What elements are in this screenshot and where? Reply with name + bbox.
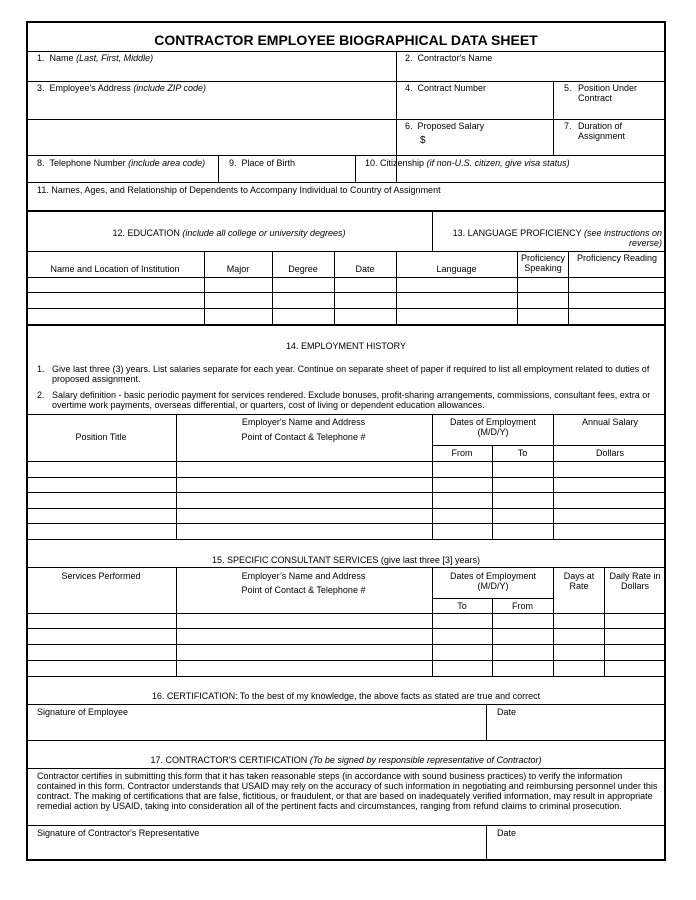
col-days-at-rate: Days at Rate (563, 571, 595, 591)
col-proficiency-reading: Proficiency Reading (576, 253, 658, 263)
note-2-text: Salary definition - basic periodic payment for services rendered. Exclude bonuses, profit-sharing arrangements, commissions, consultant fees, extra or overtime work payments, overseas differential, or quarters, cost of living or dependent education allowances. (52, 390, 651, 410)
table-row (26, 277, 666, 278)
position-field[interactable] (554, 104, 665, 118)
col-major: Major (226, 264, 250, 274)
address-label: 3. Employee's Address (include ZIP code) (37, 83, 207, 93)
table-row (26, 461, 666, 462)
place-of-birth-field[interactable] (219, 168, 354, 181)
form-title: CONTRACTOR EMPLOYEE BIOGRAPHICAL DATA SHEET (154, 32, 538, 48)
col-language: Language (436, 264, 477, 274)
divider (26, 676, 666, 677)
note-2-number: 2. (37, 390, 45, 400)
contractor-name-field[interactable] (397, 64, 665, 80)
divider (26, 704, 666, 705)
table-row (26, 508, 666, 509)
divider (26, 740, 666, 741)
contractor-signature-label: Signature of Contractor's Representative (37, 828, 200, 838)
divider (26, 51, 666, 52)
name-label: 1. Name (Last, First, Middle) (37, 53, 154, 63)
col-proficiency-speaking: Proficiency Speaking (520, 253, 565, 273)
telephone-field[interactable] (27, 168, 217, 181)
divider (568, 251, 569, 324)
col-annual-salary: Annual Salary (581, 417, 639, 427)
divider (26, 119, 666, 120)
contractor-date-field[interactable] (487, 839, 665, 859)
name-field[interactable] (27, 64, 396, 80)
table-row (26, 492, 666, 493)
divider (26, 81, 666, 82)
col-employer-name: Employer’s Name and Address (241, 571, 366, 581)
col-dates-of-employment: Dates of Employment (M/D/Y) (449, 417, 537, 437)
divider (26, 251, 666, 252)
divider (26, 155, 666, 156)
table-row (26, 660, 666, 661)
table-row (26, 613, 666, 614)
employee-signature-label: Signature of Employee (37, 707, 129, 717)
table-row (26, 644, 666, 645)
telephone-label: 8. Telephone Number (include area code) (37, 158, 206, 168)
col-date: Date (355, 264, 375, 274)
divider (26, 182, 666, 183)
divider (272, 251, 273, 324)
divider (204, 251, 205, 324)
proposed-salary-field[interactable] (430, 134, 550, 152)
divider (26, 768, 666, 769)
dependents-label: 11. Names, Ages, and Relationship of Dependents to Accompany Individual to Country of Assignment (37, 185, 441, 195)
position-number: 5. (564, 83, 572, 93)
contractor-date-label: Date (497, 828, 517, 838)
col-from: From (512, 601, 533, 611)
employee-date-field[interactable] (487, 718, 665, 738)
dollar-sign: $ (420, 135, 426, 146)
contract-number-field[interactable] (397, 94, 553, 118)
divider (432, 445, 666, 446)
consultant-heading: 15. SPECIFIC CONSULTANT SERVICES (give last three [3] years) (212, 555, 480, 565)
address-field[interactable] (27, 94, 396, 154)
col-institution: Name and Location of Institution (50, 264, 180, 274)
citizenship-field[interactable] (356, 168, 665, 181)
col-degree: Degree (288, 264, 318, 274)
divider (26, 539, 666, 540)
citizenship-label: 10. Citizenship (if non-U.S. citizen, give visa status) (365, 158, 570, 168)
duration-label: Duration of Assignment (578, 121, 626, 141)
contractor-signature-field[interactable] (27, 839, 485, 859)
divider (396, 251, 397, 324)
certification-heading: 16. CERTIFICATION: To the best of my knowledge, the above facts as stated are true and correct (151, 691, 541, 701)
table-row (26, 628, 666, 629)
contract-number-label: 4. Contract Number (405, 83, 487, 93)
education-heading: 12. EDUCATION (include all college or university degrees) (112, 228, 346, 238)
table-row (26, 292, 666, 293)
proposed-salary-label: 6. Proposed Salary (405, 121, 485, 131)
table-row (26, 523, 666, 524)
col-from: From (451, 448, 473, 458)
contractor-cert-body: Contractor certifies in submitting this form that it has taken reasonable steps (in accordance with sound business practices) to verify the information contained in this form. Contractor understands that USAID may rely on the accuracy of such information in negotiating and reimbursing personnel under this contract. The making of certifications that are false, fictitious, or fraudulent, or that are based on inadequately verified information, may result in appropriate remedial action by USAID, taking into consideration all of the pertinent facts and circumstances, ranging from refund claims to criminal prosecution. (37, 771, 658, 811)
divider (26, 567, 666, 568)
employment-heading: 14. EMPLOYMENT HISTORY (285, 341, 407, 351)
divider (26, 210, 666, 212)
note-1-text: Give last three (3) years. List salaries separate for each year. Continue on separate sheet of paper if required to list all employment related to duties of proposed assignment. (52, 364, 650, 384)
language-heading: 13. LANGUAGE PROFICIENCY (see instructions on reverse) (452, 228, 662, 248)
col-point-of-contact: Point of Contact & Telephone # (241, 432, 366, 442)
employee-date-label: Date (497, 707, 517, 717)
duration-number: 7. (564, 121, 572, 131)
col-point-of-contact: Point of Contact & Telephone # (241, 585, 366, 595)
divider (26, 825, 666, 826)
divider (26, 414, 666, 415)
place-of-birth-label: 9. Place of Birth (229, 158, 296, 168)
col-dates-of-employment: Dates of Employment (M/D/Y) (449, 571, 537, 591)
divider (492, 598, 493, 676)
col-to: To (517, 448, 528, 458)
employee-signature-field[interactable] (27, 718, 485, 738)
divider (517, 251, 518, 324)
col-dollars: Dollars (595, 448, 624, 458)
contractor-cert-heading: 17. CONTRACTOR'S CERTIFICATION (To be signed by responsible representative of Contractor) (150, 755, 542, 765)
contractor-name-label: 2. Contractor's Name (405, 53, 493, 63)
divider (334, 251, 335, 324)
col-services-performed: Services Performed (61, 571, 141, 581)
divider (26, 324, 666, 326)
table-row (26, 308, 666, 309)
col-employer-name: Employer's Name and Address (241, 417, 366, 427)
col-daily-rate: Daily Rate in Dollars (609, 571, 661, 591)
table-row (26, 477, 666, 478)
dependents-field[interactable] (27, 196, 665, 210)
note-1-number: 1. (37, 364, 45, 374)
col-position-title: Position Title (75, 432, 127, 442)
col-to: To (457, 601, 467, 611)
duration-field[interactable] (554, 142, 665, 154)
position-under-contract-label: Position Under Contract (578, 83, 638, 103)
divider (432, 211, 433, 251)
